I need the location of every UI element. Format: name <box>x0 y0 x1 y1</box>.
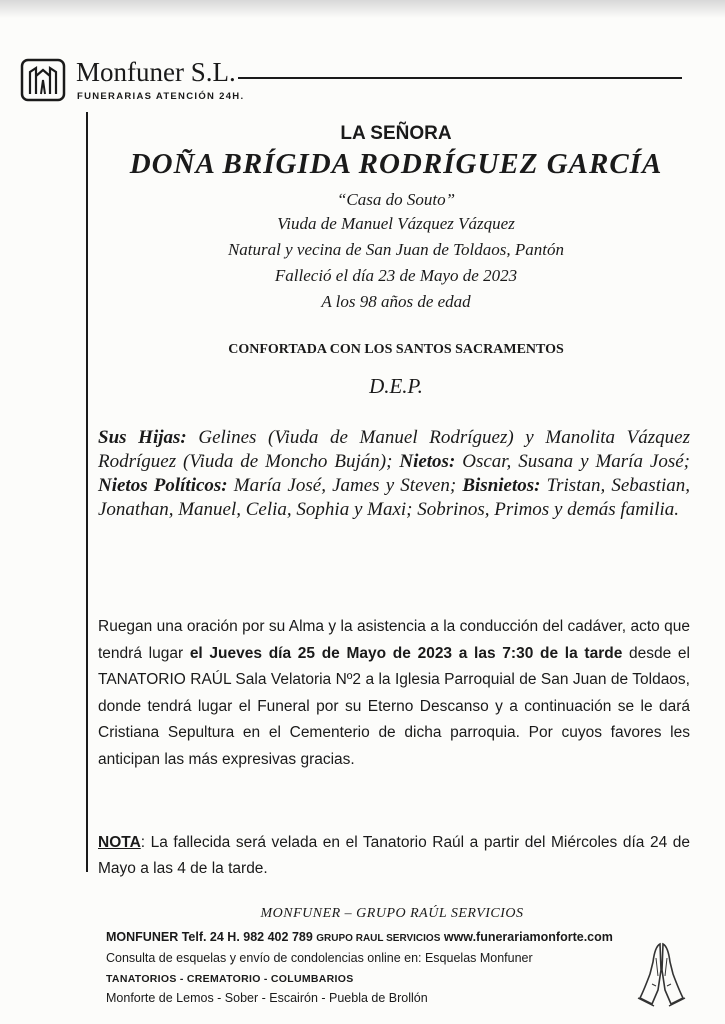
praying-hands-icon <box>632 940 690 1008</box>
daughters-label: Sus Hijas: <box>98 427 187 448</box>
grandchildren-text: Oscar, Susana y María José; <box>455 451 690 472</box>
brand-name: Monfuner S.L. <box>76 57 236 87</box>
grandchildren-inlaw-label: Nietos Políticos: <box>98 475 228 496</box>
grandchildren-inlaw-text: María José, James y Steven; <box>227 475 463 496</box>
footer-services: TANATORIOS - CREMATORIO - COLUMBARIOS <box>106 973 354 985</box>
footer-group: MONFUNER – GRUPO RAÚL SERVICIOS <box>260 906 524 921</box>
grandchildren-label: Nietos: <box>399 451 456 472</box>
note-label: NOTA <box>98 834 141 851</box>
ceremony-date: el Jueves día 25 de Mayo de 2023 a las 7:30 de la tarde <box>189 644 623 662</box>
footer-group-small: GRUPO RAUL SERVICIOS <box>316 933 441 944</box>
deceased-name: DOÑA BRÍGIDA RODRÍGUEZ GARCÍA <box>129 148 663 180</box>
note-paragraph <box>98 830 690 882</box>
death-date: Falleció el día 23 de Mayo de 2023 <box>274 266 518 285</box>
footer-phone: MONFUNER Telf. 24 H. 982 402 789 <box>106 930 317 944</box>
footer-online: Consulta de esquelas y envío de condolencias online en: Esquelas Monfuner <box>106 951 533 965</box>
footer-contact <box>106 930 613 944</box>
ceremony-text-2: desde el TANATORIO RAÚL Sala Velatoria Nº2 a la Iglesia Parroquial de San Juan de Toldaos, donde tendrá lugar el Funeral por su Eterno Descanso y a continuación se le dará Cristiana Sepultura en el Cementerio de dicha parroquia. Por cuyos favores les anticipan las más expresivas gracias. <box>98 644 690 768</box>
rip-line: D.E.P. <box>369 374 423 398</box>
footer-website[interactable]: www.funerariamonforte.com <box>440 930 613 944</box>
sacraments-line: CONFORTADA CON LOS SANTOS SACRAMENTOS <box>228 342 564 357</box>
footer-locations: Monforte de Lemos - Sober - Escairón - Puebla de Brollón <box>106 991 428 1005</box>
origin-line: Natural y vecina de San Juan de Toldaos, Pantón <box>227 240 565 259</box>
daughters-text: Gelines (Viuda de Manuel Rodríguez) y Manolita Vázquez Rodríguez (Viuda de Moncho Buján); <box>98 427 691 472</box>
notice-title: LA SEÑORA <box>340 123 452 144</box>
left-rule <box>86 112 88 872</box>
great-grandchildren-label: Bisnietos: <box>462 475 541 496</box>
scan-edge <box>0 0 725 18</box>
widow-of: Viuda de Manuel Vázquez Vázquez <box>277 214 515 233</box>
monfuner-logo-icon <box>20 58 66 102</box>
note-text: : La fallecida será velada en el Tanatorio Raúl a partir del Miércoles día 24 de Mayo a las 4 de la tarde. <box>98 834 690 877</box>
header-rule <box>238 77 682 79</box>
age-line: A los 98 años de edad <box>321 292 471 311</box>
family-paragraph <box>98 426 690 522</box>
great-grandchildren-text: Tristan, Sebastian, Jonathan, Manuel, Celia, Sophia y Maxi; Sobrinos, Primos y demás familia. <box>98 475 691 520</box>
brand-tagline: FUNERARIAS ATENCIÓN 24H. <box>77 91 245 102</box>
ceremony-paragraph <box>98 614 690 773</box>
ceremony-text-1: Ruegan una oración por su Alma y la asistencia a la conducción del cadáver, acto que tendrá lugar <box>98 618 690 662</box>
house-name: “Casa do Souto” <box>336 190 456 209</box>
